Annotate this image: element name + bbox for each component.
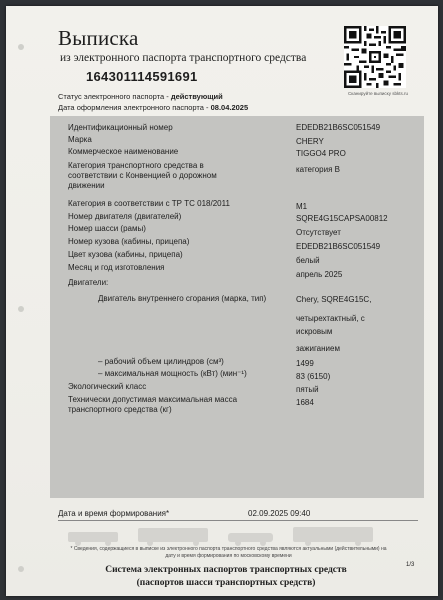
punch-hole <box>18 306 24 312</box>
issue-date-label: Дата оформления электронного паспорта - <box>58 103 211 112</box>
system-name-line2: (паспортов шасси транспортных средств) <box>136 578 316 588</box>
divider <box>58 520 418 521</box>
status-value: действующий <box>170 92 223 101</box>
issue-date-value: 08.04.2025 <box>210 103 249 112</box>
field-value: EDEDB21B6SC051549 <box>296 242 381 251</box>
page-number: 1/3 <box>406 562 415 568</box>
punch-hole <box>18 44 24 50</box>
field-value: Отсутствует <box>296 228 341 237</box>
engine-spec-label: – максимальная мощность (кВт) (мин⁻¹) <box>98 369 247 378</box>
document-page <box>6 6 438 596</box>
vehicles-watermark-icon <box>58 524 418 546</box>
field-value: SQRE4G15CAPSA00812 <box>296 214 388 223</box>
passport-issue-date <box>58 103 248 112</box>
field-value: белый <box>296 256 320 265</box>
engine-spec-label: – рабочий объем цилиндров (см³) <box>98 357 224 366</box>
field-label: Технически допустимая максимальная масса транспортного средства (кг) <box>68 395 238 414</box>
document-title: Выписка <box>58 26 139 50</box>
system-name-line1: Система электронных паспортов транспортных средств <box>105 565 347 575</box>
field-label: Номер кузова (кабины, прицепа) <box>68 237 190 246</box>
engine-type-value: искровым <box>296 327 333 336</box>
engine-type-value: зажиганием <box>296 344 340 353</box>
field-label: Цвет кузова (кабины, прицепа) <box>68 250 183 259</box>
engine-type-label: Двигатель внутреннего сгорания (марка, тип) <box>98 294 267 303</box>
qr-caption: Сканируйте выписку sbkts.ru <box>348 91 408 96</box>
field-label: Экологический класс <box>68 382 147 391</box>
field-label: Номер шасси (рамы) <box>68 224 146 233</box>
field-label: Марка <box>68 135 92 144</box>
field-label: Идентификационный номер <box>68 123 173 132</box>
field-label: Категория транспортного средства в соответствии с Конвенцией о дорожном движении <box>68 161 217 190</box>
document-subtitle: из электронного паспорта транспортного средства <box>60 52 307 64</box>
field-value: категория B <box>296 165 340 174</box>
passport-status <box>58 92 223 101</box>
passport-number: 164301114591691 <box>86 69 198 84</box>
field-label: Номер двигателя (двигателей) <box>68 212 182 221</box>
field-value: пятый <box>296 385 319 394</box>
punch-hole <box>18 566 24 572</box>
disclaimer-note: * Сведения, содержащиеся в выписке из электронного паспорта транспортного средства являются актуальными (действительными) на дату и время формирования по московскому времени <box>70 546 387 559</box>
engine-type-value: четырехтактный, с <box>296 314 365 323</box>
field-value: апрель 2025 <box>296 270 343 279</box>
field-value: EDEDB21B6SC051549 <box>296 123 381 132</box>
engine-spec-value: 83 (6150) <box>296 372 331 381</box>
field-label: Категория в соответствии с ТР ТС 018/2011 <box>68 199 230 208</box>
qr-code-icon <box>344 26 406 88</box>
field-value: 1684 <box>296 398 314 407</box>
engine-type-value: Chery, SQRE4G15C, <box>296 295 372 304</box>
field-label: Месяц и год изготовления <box>68 263 165 272</box>
engine-spec-value: 1499 <box>296 359 314 368</box>
field-value: CHERY <box>296 137 324 146</box>
field-value: TIGGO4 PRO <box>296 149 346 158</box>
formed-date-label: Дата и время формирования* <box>58 509 170 518</box>
field-value: M1 <box>296 202 308 211</box>
formed-date-value: 02.09.2025 09:40 <box>248 509 311 518</box>
field-label: Коммерческое наименование <box>68 147 179 156</box>
engines-heading: Двигатели: <box>68 278 109 287</box>
status-label: Статус электронного паспорта - <box>58 92 171 101</box>
